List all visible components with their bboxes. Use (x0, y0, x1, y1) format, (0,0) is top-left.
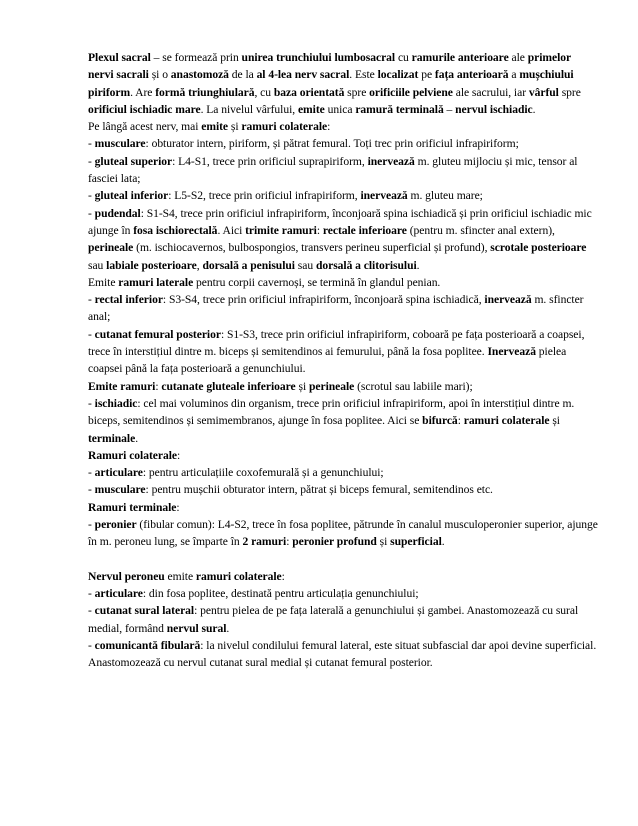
bold-term: trimite ramuri (245, 223, 317, 237)
paragraph (88, 395, 598, 447)
text-run: - (88, 327, 95, 341)
bold-term: Ramuri terminale (88, 500, 177, 514)
bold-term: fosa ischiorectală (133, 223, 218, 237)
text-run: (pentru m. sfincter anal extern), (406, 223, 555, 237)
bold-term: orificiul ischiadic mare (88, 102, 201, 116)
bold-term: ischiadic (94, 396, 138, 410)
text-run: - (88, 396, 95, 410)
paragraph (88, 205, 598, 274)
bold-term: gluteal superior (94, 154, 173, 168)
text-run: : (176, 448, 181, 462)
bold-term: Inervează (487, 345, 536, 359)
text-run: . Aici (217, 223, 246, 237)
bold-term: baza orientată (273, 85, 345, 99)
text-run: - (88, 189, 95, 203)
text-run: : pentru mușchii obturator intern, pătrat și biceps femural, semitendinos etc. (145, 483, 493, 497)
bold-term: cutanat sural lateral (94, 604, 195, 618)
bold-term: peronier (94, 518, 137, 532)
bold-term: articulare (94, 586, 143, 600)
text-run: (scrotul sau labiile mari); (354, 379, 473, 393)
bold-term: peronier profund (292, 535, 377, 549)
bold-term: perineale (308, 379, 355, 393)
text-run: - (88, 586, 95, 600)
text-run: și (295, 379, 309, 393)
text-run: ale sacrului, iar (452, 85, 529, 99)
text-run: : din fosa poplitee, destinată pentru articulația genunchiului; (142, 586, 419, 600)
text-run: . (226, 621, 230, 635)
paragraph (88, 602, 598, 637)
paragraph (88, 118, 598, 135)
bold-term: comunicantă fibulară (94, 638, 201, 652)
bold-term: ramuri colaterale (241, 120, 328, 134)
bold-term: 2 ramuri (242, 535, 287, 549)
bold-term: scrotale posterioare (490, 241, 587, 255)
bold-term: anastomoză (170, 68, 229, 82)
text-run: sau (88, 258, 107, 272)
bold-term: dorsală a penisului (202, 258, 295, 272)
bold-term: fața anterioară (434, 68, 509, 82)
bold-term: Nervul peroneu (88, 569, 165, 583)
bold-term: pudendal (94, 206, 141, 220)
bold-term: Emite ramuri (88, 379, 156, 393)
bold-term: formă triunghiulară (155, 85, 255, 99)
bold-term: nervul ischiadic (455, 102, 533, 116)
bold-term: rectale inferioare (322, 223, 407, 237)
bold-term: rectal inferior (94, 293, 163, 307)
text-run: spre (344, 85, 370, 99)
text-run: . (135, 431, 139, 445)
bold-term: mușchiului piriform (88, 68, 574, 99)
text-run: . (532, 102, 536, 116)
text-run: : S3-S4, trece prin orificiul infrapiriform, înconjoară spina ischiadică, (162, 293, 485, 307)
bold-term: Ramuri colaterale (88, 448, 177, 462)
bold-term: Plexul sacral (88, 51, 151, 64)
text-run: de la (228, 68, 257, 82)
text-run: : L4-S1, trece prin orificiul suprapiriform, (172, 154, 368, 168)
text-run: - (88, 483, 95, 497)
bold-term: dorsală a clitorisului (315, 258, 417, 272)
paragraph (88, 568, 598, 585)
bold-term: superficial (390, 535, 442, 549)
text-run: m. sfincter anal; (88, 293, 584, 324)
text-run: : pentru articulațiile coxofemurală și a genunchiului; (142, 466, 384, 480)
text-run: și o (148, 68, 171, 82)
text-run: . (441, 535, 445, 549)
bold-term: nervul sural (166, 621, 227, 635)
paragraph (88, 291, 598, 326)
text-run: sau (294, 258, 316, 272)
text-run: : (281, 569, 285, 583)
text-run: emite (164, 569, 196, 583)
bold-term: inervează (360, 189, 408, 203)
bold-term: ramuri laterale (118, 275, 194, 289)
text-run: m. gluteu mijlociu și mic, tensor al fasciei lata; (88, 154, 578, 186)
bold-term: cutanate gluteale inferioare (161, 379, 296, 393)
bold-term: labiale posterioare (106, 258, 197, 272)
bold-term: perineale (88, 241, 134, 255)
text-run: și (549, 414, 560, 428)
bold-term: ramurile anterioare (411, 51, 509, 64)
text-run: : pentru pielea de pe fața laterală a genunchiului și gambei. Anastomozează cu sural medial, formând (88, 604, 579, 635)
bold-term: emite (297, 102, 325, 116)
text-run: unica (324, 102, 356, 116)
text-run: - (88, 638, 95, 652)
text-run: , cu (254, 85, 274, 99)
text-run: pe (418, 68, 435, 82)
text-run: . (416, 258, 420, 272)
bold-term: ramură terminală (355, 102, 444, 116)
bold-term: inervează (367, 154, 415, 168)
bold-term: gluteal inferior (94, 189, 169, 203)
paragraph (88, 378, 598, 395)
bold-term: primelor nervi sacrali (88, 51, 571, 82)
text-run: : S1-S4, trece prin orificiul infrapiriform, înconjoară spina ischiadică și prin orificiul ischiadic mic ajunge în (88, 206, 592, 237)
paragraph (88, 274, 598, 291)
bold-term: localizat (377, 68, 419, 82)
text-run: . Are (130, 85, 156, 99)
paragraph (88, 516, 598, 551)
text-run: : (155, 379, 162, 393)
paragraph (88, 187, 598, 204)
text-run: : S1-S3, trece prin orificiul infrapiriform, coboară pe fața posterioară a coapsei, trece în interstițiul dintre m. biceps și semitendinos ai femurului, până la fosa poplitee. (88, 327, 585, 359)
paragraph (88, 135, 598, 152)
text-run: (m. ischiocavernos, bulbospongios, transvers perineu superficial și profund), (133, 241, 491, 255)
text-run: - (88, 466, 95, 480)
text-run: . Este (349, 68, 378, 82)
text-run: – (443, 102, 456, 116)
text-run: spre (558, 85, 581, 99)
bold-term: al 4-lea nerv sacral (256, 68, 350, 82)
text-run: : (457, 414, 464, 428)
paragraph (88, 481, 598, 498)
text-run: - (88, 206, 95, 220)
text-run: - (88, 604, 95, 618)
bold-term: bifurcă (422, 414, 458, 428)
paragraph (88, 637, 598, 672)
text-run: : cel mai voluminos din organism, trece prin orificiul infrapiriform, apoi în interstițiul dintre m. biceps, semitendinos și semimembranos, ajunge în fosa poplitee. Aici se (88, 396, 575, 428)
paragraph (88, 464, 598, 481)
paragraph (88, 585, 598, 602)
paragraph (88, 153, 598, 188)
text-run: ale (508, 51, 528, 64)
bold-term: terminale (88, 431, 136, 445)
text-run: m. gluteu mare; (407, 189, 483, 203)
text-run: . La nivelul vârfului, (200, 102, 298, 116)
text-run: – se formează prin (150, 51, 242, 64)
document-body (88, 49, 598, 671)
paragraph (88, 499, 598, 516)
text-run: : (327, 120, 331, 134)
text-run: - (88, 137, 95, 151)
bold-term: vârful (528, 85, 559, 99)
bold-term: articulare (94, 466, 143, 480)
text-run: , (196, 258, 203, 272)
paragraph (88, 447, 598, 464)
bold-term: musculare (94, 483, 146, 497)
text-run: : (286, 535, 293, 549)
bold-term: cutanat femural posterior (94, 327, 221, 341)
bold-term: emite (201, 120, 229, 134)
bold-term: unirea trunchiului lumbosacral (241, 51, 396, 64)
bold-term: ramuri colaterale (195, 569, 282, 583)
text-run: și (376, 535, 391, 549)
text-run: : obturator intern, piriform, și pătrat femural. Toți trec prin orificiul infrapiriform; (145, 137, 519, 151)
text-run: - (88, 154, 95, 168)
text-run: : L5-S2, trece prin orificiul infrapiriform, (168, 189, 361, 203)
text-run: : (316, 223, 323, 237)
text-run: cu (395, 51, 412, 64)
text-run: Pe lângă acest nerv, mai (88, 120, 202, 134)
text-run: pentru corpii cavernoși, se termină în glandul penian. (193, 275, 441, 289)
text-run: - (88, 518, 95, 532)
text-run: și (228, 120, 242, 134)
bold-term: musculare (94, 137, 146, 151)
bold-term: ramuri colaterale (463, 414, 550, 428)
text-run: : la nivelul condilului femural lateral, este situat subfascial dar apoi devine superficial. Anastomozează cu nervul cutanat sural medial și cutanat femural posterior. (88, 638, 597, 670)
text-run: Emite (88, 275, 119, 289)
text-run: pielea coapsei până la fața posterioară a genunchiului. (88, 345, 567, 376)
bold-term: orificiile pelviene (369, 85, 453, 99)
text-run: - (88, 293, 95, 307)
bold-term: inervează (484, 293, 532, 307)
text-run: a (508, 68, 520, 82)
paragraph (88, 326, 598, 378)
text-run: : (176, 500, 180, 514)
text-run: (fibular comun): L4-S2, trece în fosa poplitee, pătrunde în canalul musculoperonier superior, ajunge în m. peroneu lung, se împarte în (88, 518, 598, 549)
paragraph (88, 49, 598, 118)
